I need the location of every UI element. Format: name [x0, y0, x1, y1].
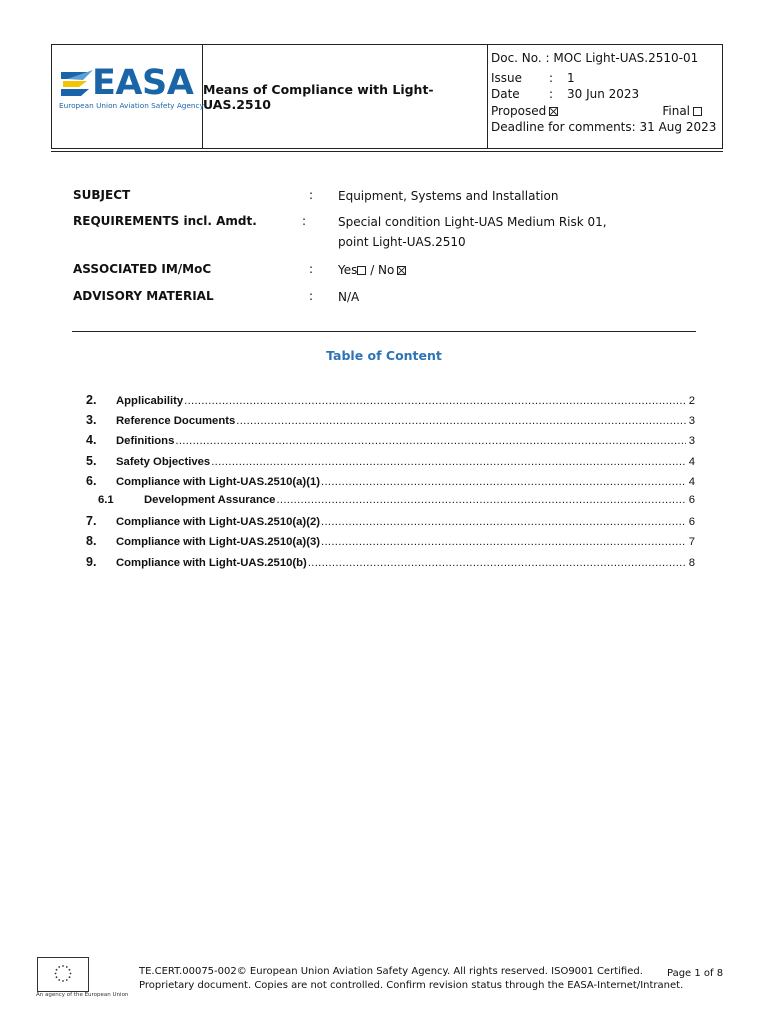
title-cell	[203, 45, 488, 148]
toc-entry-page: 4	[688, 475, 695, 488]
toc-entry-page: 4	[688, 455, 695, 468]
no-label: / No	[366, 263, 395, 277]
toc-entry-page: 6	[688, 516, 695, 529]
toc-leader-dots	[184, 395, 686, 407]
yes-checkbox[interactable]	[357, 266, 366, 275]
toc-entry-number: 5.	[86, 453, 97, 468]
doc-number-value: MOC Light-UAS.2510-01	[553, 51, 699, 65]
toc-entry-number: 6.	[86, 473, 97, 488]
proprietary-line: Proprietary document. Copies are not controlled. Confirm revision status through the EASA-Internet/Intranet.	[139, 979, 684, 991]
requirements-colon: :	[302, 214, 307, 228]
deadline-row	[491, 119, 722, 136]
meta-cell	[488, 45, 722, 148]
associated-key: ASSOCIATED IM/MoC	[73, 262, 212, 276]
date-row	[491, 86, 722, 103]
requirements-row	[73, 212, 693, 252]
toc-subentry[interactable]	[86, 494, 695, 514]
page-footer	[0, 955, 768, 1024]
toc-leader-dots	[236, 415, 686, 427]
logo-tagline: European Union Aviation Safety Agency	[59, 101, 204, 110]
copyright-notice	[139, 965, 683, 992]
toc-entry-page: 3	[688, 435, 695, 448]
toc-leader-dots	[321, 536, 686, 548]
doc-number-label: Doc. No. :	[491, 51, 550, 65]
subject-value: Equipment, Systems and Installation	[338, 189, 559, 203]
date-label: Date	[491, 87, 520, 102]
toc-entry-number: 3.	[86, 413, 97, 428]
advisory-row	[73, 287, 693, 307]
toc-entry-title: Applicability	[116, 395, 184, 407]
doc-number-row	[491, 50, 722, 67]
toc-entry-page: 8	[688, 556, 695, 569]
subject-block	[73, 186, 693, 307]
toc-entry-title: Development Assurance	[144, 493, 276, 506]
eu-caption: An agency of the European Union	[36, 992, 129, 998]
toc-entry-title: Compliance with Light-UAS.2510(a)(1)	[116, 475, 320, 488]
copyright-line: TE.CERT.00075-002© European Union Aviation Safety Agency. All rights reserved. ISO9001 Certified.	[139, 966, 643, 977]
toc-entry-page: 7	[688, 536, 695, 549]
toc-entry[interactable]	[86, 474, 695, 494]
toc-entry-title: Compliance with Light-UAS.2510(a)(2)	[116, 516, 320, 529]
toc-entry-title: Compliance with Light-UAS.2510(b)	[116, 556, 307, 569]
yes-label: Yes	[338, 263, 358, 277]
toc-leader-dots	[211, 456, 686, 468]
toc-leader-dots	[276, 494, 686, 506]
logo-cell	[52, 45, 203, 148]
toc-entry-page: 6	[688, 493, 695, 506]
eu-flag-icon	[37, 957, 89, 992]
table-of-contents	[86, 393, 695, 575]
toc-entry-title: Reference Documents	[116, 415, 236, 428]
status-row	[491, 103, 722, 120]
toc-entry-number: 7.	[86, 514, 97, 529]
subject-colon: :	[309, 188, 314, 202]
advisory-colon: :	[309, 289, 314, 303]
toc-entry-number: 8.	[86, 534, 97, 549]
document-header	[51, 44, 723, 149]
toc-leader-dots	[308, 557, 686, 569]
logo-wordmark: EASA	[92, 63, 194, 103]
toc-entry[interactable]	[86, 534, 695, 554]
subject-row	[73, 186, 693, 206]
toc-entry[interactable]	[86, 393, 695, 413]
requirements-key: REQUIREMENTS incl. Amdt.	[73, 214, 257, 228]
section-divider	[72, 331, 696, 332]
requirements-value-line2: point Light-UAS.2510	[338, 235, 466, 249]
toc-entry[interactable]	[86, 433, 695, 453]
requirements-value	[338, 212, 693, 252]
no-checkbox-checked[interactable]	[397, 266, 406, 275]
toc-entry-title: Compliance with Light-UAS.2510(a)(3)	[116, 536, 320, 549]
associated-value	[338, 260, 693, 280]
issue-row	[491, 70, 722, 87]
toc-leader-dots	[321, 516, 686, 528]
associated-colon: :	[309, 262, 314, 276]
toc-entry-number: 4.	[86, 433, 97, 448]
toc-leader-dots	[321, 476, 686, 488]
issue-value: 1	[567, 70, 575, 85]
toc-entry-number: 9.	[86, 554, 97, 569]
toc-entry-number: 2.	[86, 393, 97, 407]
associated-row	[73, 260, 693, 280]
toc-entry[interactable]	[86, 514, 695, 534]
toc-entry[interactable]	[86, 454, 695, 474]
easa-logo-icon	[59, 68, 93, 98]
toc-entry[interactable]	[86, 413, 695, 433]
advisory-value: N/A	[338, 290, 360, 304]
toc-entry-title: Definitions	[116, 435, 175, 448]
toc-leader-dots	[175, 435, 686, 447]
advisory-key: ADVISORY MATERIAL	[73, 289, 214, 303]
proposed-checkbox-checked[interactable]	[549, 107, 558, 116]
final-option[interactable]	[662, 103, 702, 120]
final-checkbox[interactable]	[693, 107, 702, 116]
requirements-value-line1: Special condition Light-UAS Medium Risk 01,	[338, 215, 607, 229]
toc-entry-title: Safety Objectives	[116, 455, 211, 468]
issue-colon: :	[549, 70, 554, 85]
toc-entry[interactable]	[86, 555, 695, 575]
toc-entry-page: 2	[688, 395, 695, 407]
page-number: Page 1 of 8	[667, 968, 724, 979]
date-colon: :	[549, 87, 554, 102]
deadline-text: Deadline for comments: 31 Aug 2023	[491, 120, 717, 135]
toc-entry-number: 6.1	[98, 493, 114, 506]
proposed-option[interactable]	[491, 103, 558, 120]
date-value: 30 Jun 2023	[567, 87, 640, 102]
issue-label: Issue	[491, 70, 523, 85]
toc-title: Table of Content	[326, 348, 442, 363]
subject-key: SUBJECT	[73, 188, 131, 202]
document-title: Means of Compliance with Light-UAS.2510	[203, 81, 434, 112]
toc-entry-page: 3	[688, 415, 695, 428]
final-label: Final	[662, 103, 690, 118]
proposed-label: Proposed	[491, 103, 547, 118]
